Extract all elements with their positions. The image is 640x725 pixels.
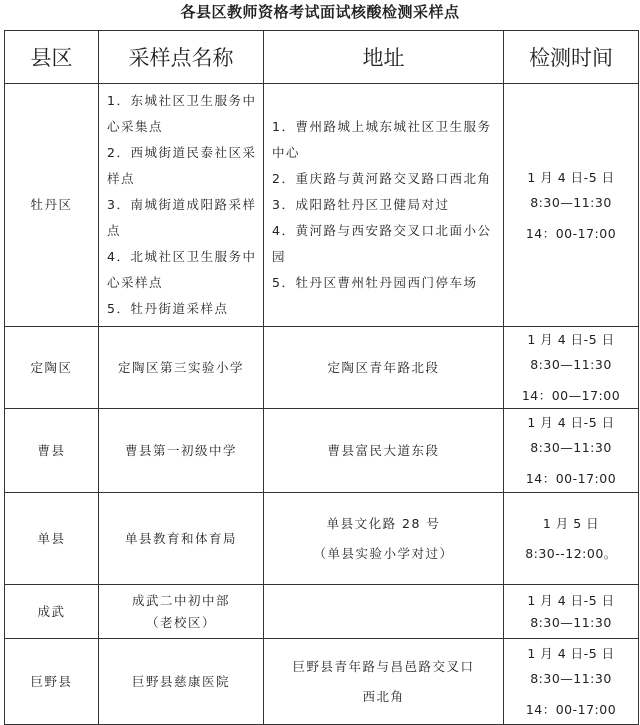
time-afternoon: 14：00-17:00 xyxy=(525,225,617,241)
time-cell xyxy=(504,409,639,493)
county-cell: 曹县 xyxy=(5,409,99,493)
list-item: 5．牡丹区曹州牡丹园西门停车场 xyxy=(272,275,478,290)
site-line: （老校区） xyxy=(145,614,216,630)
list-item: 2．西城街道民泰社区采样点 xyxy=(107,145,257,186)
list-item: 1．曹州路城上城东城社区卫生服务中心 xyxy=(272,119,492,160)
site-cell: 定陶区第三实验小学 xyxy=(99,327,264,409)
time-morning: 8:30—11:30 xyxy=(530,614,612,630)
time-date: 1 月 4 日-5 日 xyxy=(527,592,615,608)
time-afternoon: 14：00-17:00 xyxy=(525,471,617,486)
address-cell: 定陶区青年路北段 xyxy=(264,327,504,409)
site-list-cell xyxy=(99,84,264,327)
site-line: 成武二中初中部 xyxy=(131,592,230,608)
list-item: 4．北城社区卫生服务中心采样点 xyxy=(107,249,257,290)
time-morning: 8:30—11:30 xyxy=(530,357,612,372)
time-cell xyxy=(504,639,639,725)
county-cell: 定陶区 xyxy=(5,327,99,409)
time-range: 8:30--12:00。 xyxy=(525,545,617,561)
county-cell: 巨野县 xyxy=(5,639,99,725)
list-item: 1．东城社区卫生服务中心采集点 xyxy=(107,93,257,134)
sampling-sites-table xyxy=(4,30,639,725)
table-row xyxy=(5,585,639,639)
address-cell: 曹县富民大道东段 xyxy=(264,409,504,493)
time-date: 1 月 4 日-5 日 xyxy=(527,332,615,347)
list-item: 5．牡丹街道采样点 xyxy=(107,301,229,316)
address-list-cell xyxy=(264,84,504,327)
time-date: 1 月 4 日-5 日 xyxy=(527,646,615,661)
address-cell xyxy=(264,493,504,585)
site-cell: 曹县第一初级中学 xyxy=(99,409,264,493)
table-row xyxy=(5,409,639,493)
site-cell: 单县教育和体育局 xyxy=(99,493,264,585)
time-cell xyxy=(504,84,639,327)
time-morning: 8:30—11:30 xyxy=(530,671,612,686)
county-cell: 单县 xyxy=(5,493,99,585)
time-afternoon: 14：00—17:00 xyxy=(521,388,621,403)
county-cell: 牡丹区 xyxy=(5,84,99,327)
time-date: 1 月 4 日-5 日 xyxy=(527,169,615,185)
time-cell xyxy=(504,493,639,585)
table-row xyxy=(5,493,639,585)
list-item: 3．南城街道成阳路采样点 xyxy=(107,197,257,238)
county-cell: 成武 xyxy=(5,585,99,639)
address-cell xyxy=(264,585,504,639)
time-afternoon: 14：00-17:00 xyxy=(525,702,617,717)
time-cell xyxy=(504,585,639,639)
list-item: 3．成阳路牡丹区卫健局对过 xyxy=(272,197,450,212)
address-line: 单县文化路 28 号 xyxy=(326,515,441,531)
list-item: 4．黄河路与西安路交叉口北面小公园 xyxy=(272,223,492,264)
table-row xyxy=(5,639,639,725)
table-row xyxy=(5,84,639,327)
time-cell xyxy=(504,327,639,409)
address-line: 巨野县青年路与昌邑路交叉口 xyxy=(292,658,475,674)
time-date: 1 月 5 日 xyxy=(542,515,600,531)
time-date: 1 月 4 日-5 日 xyxy=(527,415,615,430)
table-row xyxy=(5,327,639,409)
header-test-time: 检测时间 xyxy=(504,31,639,84)
address-line: 西北角 xyxy=(362,688,405,704)
header-county: 县区 xyxy=(5,31,99,84)
site-cell xyxy=(99,585,264,639)
site-cell: 巨野县慈康医院 xyxy=(99,639,264,725)
table-header-row xyxy=(5,31,639,84)
list-item: 2．重庆路与黄河路交叉路口西北角 xyxy=(272,171,492,186)
time-morning: 8:30—11:30 xyxy=(530,194,612,210)
address-cell xyxy=(264,639,504,725)
address-line: （单县实验小学对过） xyxy=(313,545,454,561)
header-address: 地址 xyxy=(264,31,504,84)
time-morning: 8:30—11:30 xyxy=(530,440,612,455)
document-title: 各县区教师资格考试面试核酸检测采样点 xyxy=(180,3,460,21)
header-site-name: 采样点名称 xyxy=(99,31,264,84)
